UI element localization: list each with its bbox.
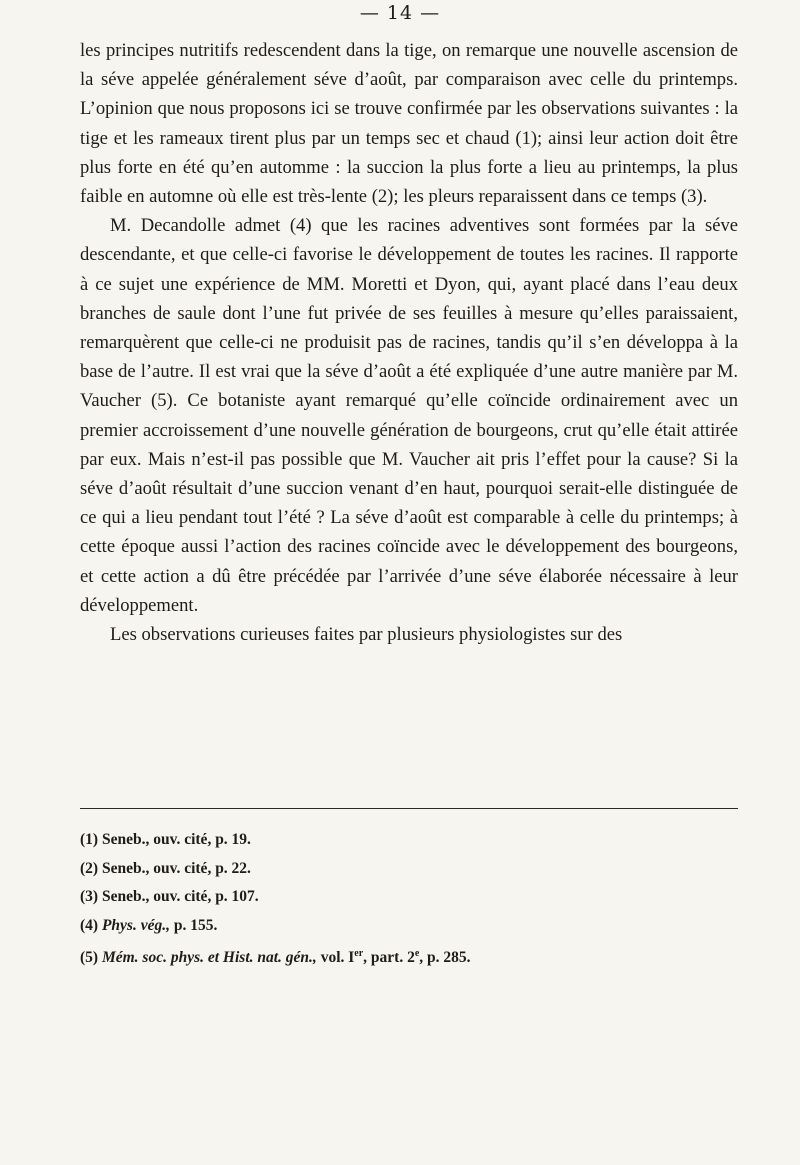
footnote-page: , p. 285. [419,949,471,967]
footnote-4 [80,912,738,941]
footnote-marker: (1) [80,831,99,848]
footnote-marker: (3) [80,888,99,905]
footnote-marker: (4) [80,916,99,934]
body-text [80,36,738,649]
footnote-source-title: Phys. vég., [101,916,170,934]
footnote-volume: vol. I [320,949,355,967]
paragraph-2: M. Decandolle admet (4) que les racines adventives sont formées par la séve descendante, et que celle-ci favorise le développement de toutes les racines. Il rapporte à ce sujet une expérience de MM. Moretti et Dyon, qui, ayant placé dans l’eau deux branches de saule dont l’une fut privée de ses feuilles à mesure qu’elles paraissaient, remarquèrent que celle-ci ne produisit pas de racines, tandis qu’il s’en développa à la base de l’autre. Il est vrai que la séve d’août a été expliquée d’une autre manière par M. Vaucher (5). Ce botaniste ayant remarqué qu’elle coïncide ordinairement avec un premier accroissement d’une nouvelle génération de bourgeons, crut qu’elle était attirée par eux. Mais n’est-il pas possible que M. Vaucher ait pris l’effet pour la cause? Si la séve d’août résultait d’une succion venant d’en haut, pourquoi serait-elle distinguée de ce qui a lieu pendant tout l’été ? La séve d’août est comparable à celle du printemps; à cette époque aussi l’action des racines coïncide avec le développement des bourgeons, et cette action a dû être précédée par l’arrivée d’une séve élaborée nécessaire à leur développement. [80,215,738,616]
footnote-2 [80,855,738,884]
footnote-text: Seneb., ouv. cité, p. 22. [101,859,251,877]
paragraph-3: Les observations curieuses faites par plusieurs physiologistes sur des [110,624,623,646]
footnote-text: p. 155. [173,916,218,934]
footnote-source-title: Mém. soc. phys. et Hist. nat. gén., [101,949,317,967]
footnote-1 [80,826,738,855]
footnote-sup: e [414,948,420,959]
footnote-3 [80,883,738,912]
footnote-part: , part. 2 [363,949,415,967]
page-number: — 14 — [359,2,441,24]
footnote-marker: (2) [80,859,99,877]
footnotes [80,826,738,973]
footnote-sup: er [354,948,364,959]
footnote-marker: (5) [80,949,99,967]
footnote-5 [80,940,738,973]
footnote-text: Seneb., ouv. cité, p. 19. [101,831,251,848]
footnote-text: Seneb., ouv. cité, p. 107. [101,888,259,905]
footnote-divider [80,808,738,809]
paragraph-1: les principes nutritifs redescendent dans la tige, on remarque une nouvelle ascension de la séve appelée généralement séve d’août, par comparaison avec celle du printemps. L’opinion que nous proposons ici se trouve confirmée par les observations suivantes : la tige et les rameaux tirent plus par un temps sec et chaud (1); ainsi leur action doit être plus forte en été qu’en automme : la succion la plus forte a lieu au printemps, la plus faible en automne où elle est très-lente (2); les pleurs reparaissent dans ce temps (3). [80,40,738,208]
